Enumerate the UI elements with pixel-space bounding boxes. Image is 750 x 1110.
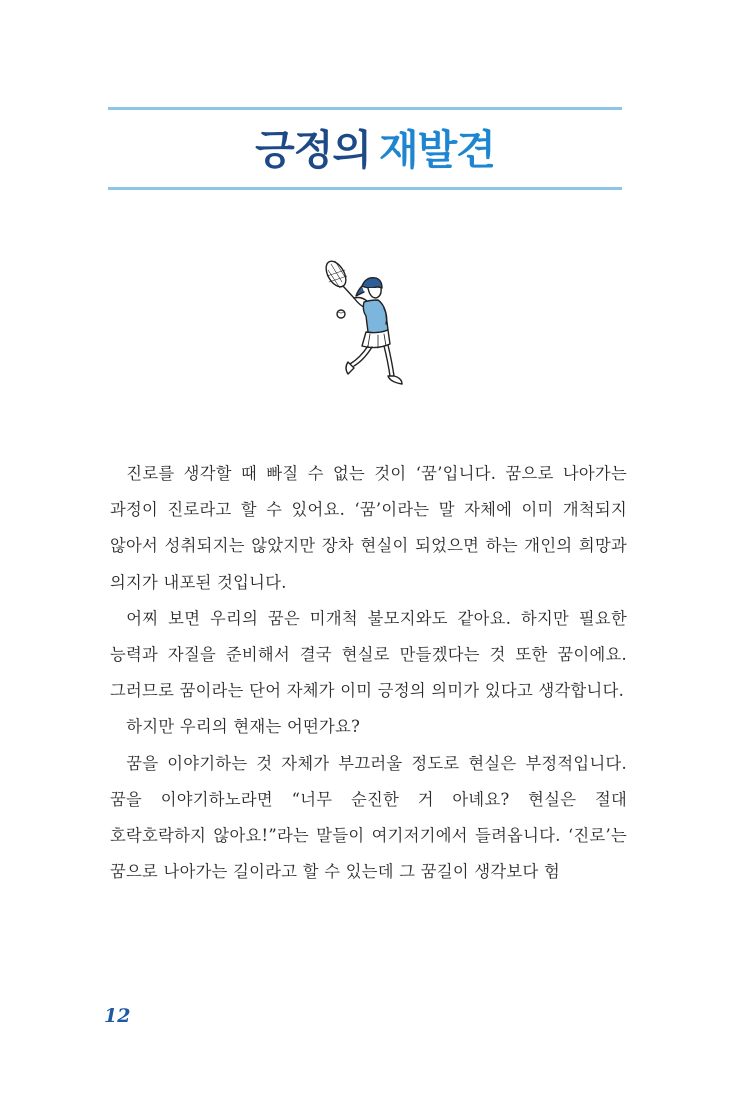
tennis-player-icon: [318, 258, 424, 394]
chapter-title-part2: 재발견: [379, 126, 495, 174]
chapter-title-part1: 긍정의: [255, 126, 371, 174]
paragraph: 하지만 우리의 현재는 어떤가요?: [126, 717, 361, 737]
paragraph: 진로를 생각할 때 빠질 수 없는 것이 ‘꿈’입니다. 꿈으로 나아가는 과정이 진로라고 할 수 있어요. ‘꿈’이라는 말 자체에 이미 개척되지 않아서 성취되지는 않았지만 장차 현실이 되었으면 하는 개인의 희망과 의지가 내포된 것입니다.: [110, 464, 627, 592]
chapter-title: [0, 120, 750, 180]
paragraph: 꿈을 이야기하는 것 자체가 부끄러울 정도로 현실은 부정적입니다. 꿈을 이야기하노라면 “너무 순진한 거 아녜요? 현실은 절대 호락호락하지 않아요!”라는 말들이 여기저기에서 들려옵니다. ‘진로’는 꿈으로 나아가는 길이라고 할 수 있는데 그 꿈길이 생각보다 험: [110, 753, 627, 882]
title-rule-top: [108, 107, 622, 110]
title-rule-bottom: [108, 187, 622, 190]
page-number: 12: [104, 1005, 131, 1027]
body-text: [110, 456, 627, 890]
paragraph: 어찌 보면 우리의 꿈은 미개척 불모지와도 같아요. 하지만 필요한 능력과 자질을 준비해서 결국 현실로 만들겠다는 것 또한 꿈이에요. 그러므로 꿈이라는 단어 자체가 이미 긍정의 의미가 있다고 생각합니다.: [110, 608, 627, 701]
